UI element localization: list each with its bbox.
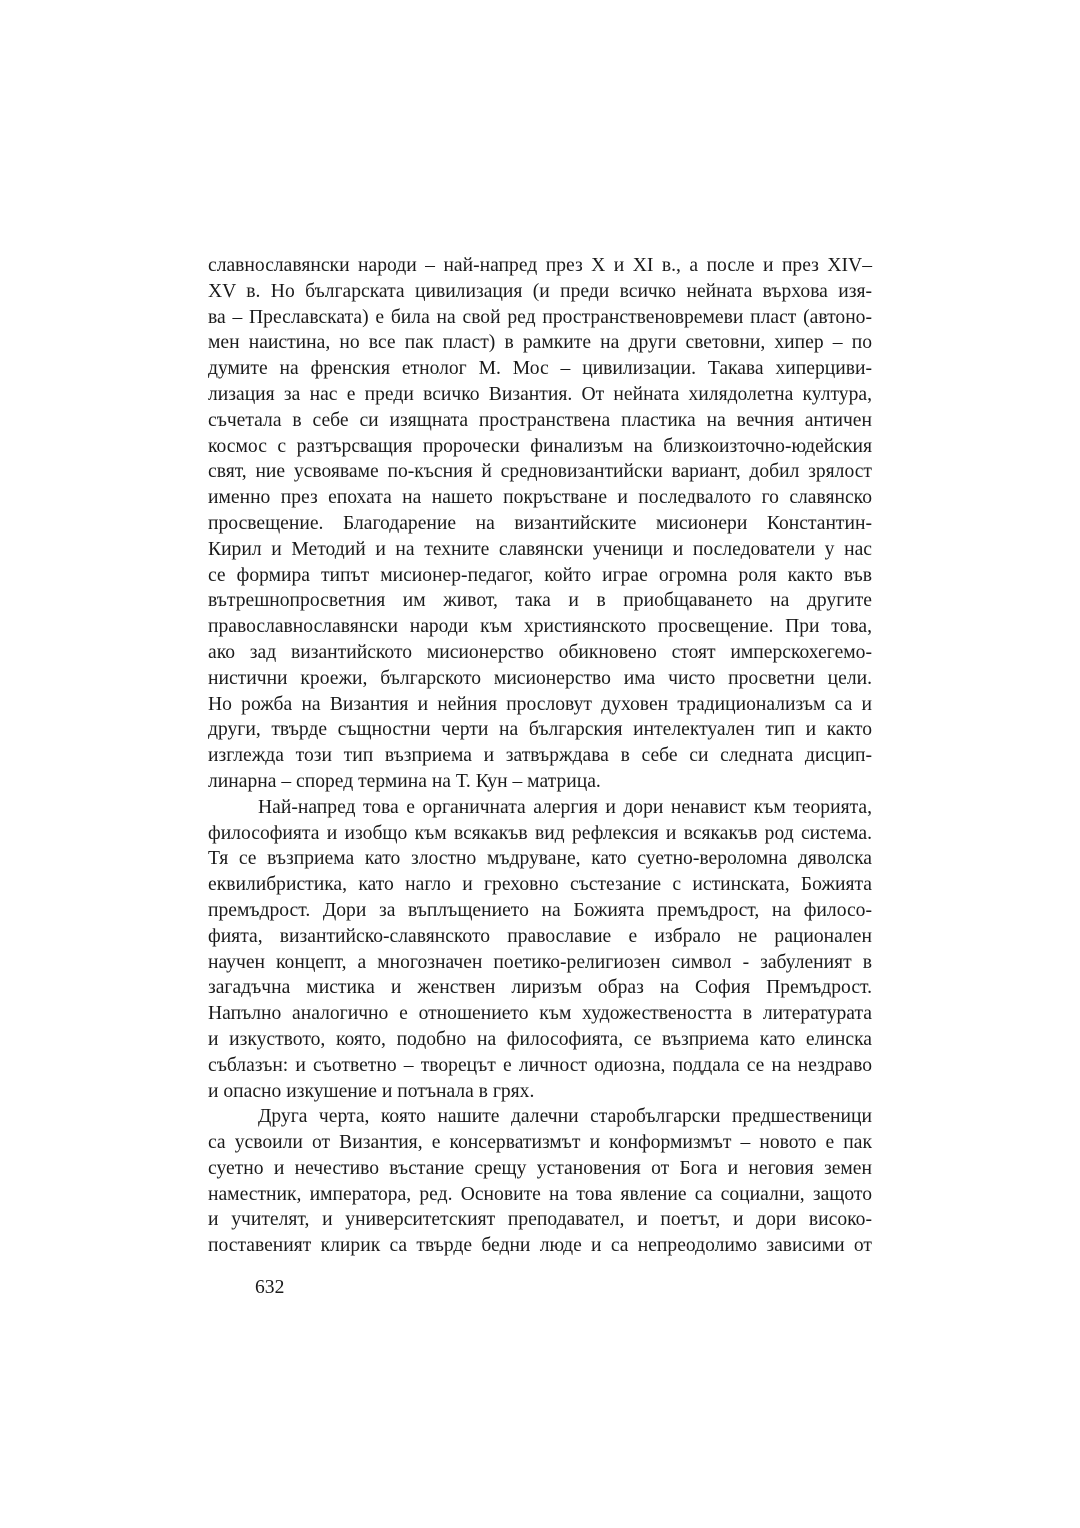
text-line: именно през епохата на нашето покръстване и последвалото го славянско <box>208 487 872 509</box>
paragraph <box>208 795 872 1105</box>
text-line: Тя се възприема като злостно мъдруване, като суетно-вероломна дяволска <box>208 848 872 870</box>
text-line: съблазън: и съответно – творецът е личност одиозна, поддала се на нездраво <box>208 1054 872 1076</box>
text-line: и опасно изкушение и потънала в грях. <box>208 1080 535 1102</box>
text-line: славнославянски народи – най-напред през X и XI в., а после и през XIV– <box>208 255 872 276</box>
text-line: и учителят, и университетският преподавател, и поетът, и дори високо- <box>208 1209 872 1231</box>
text-line: Но рожба на Византия и нейния прословут духовен традиционализъм са и <box>208 693 872 715</box>
text-line: суетно и нечестиво въстание срещу установения от Бога и неговия земен <box>208 1157 872 1179</box>
text-line: и изкуството, която, подобно на философията, се възприема като елинска <box>208 1028 872 1050</box>
paragraph <box>208 253 872 795</box>
text-line: православнославянски народи към християнското просвещение. При това, <box>208 616 872 638</box>
text-line: просвещение. Благодарение на византийските мисионери Константин- <box>208 512 872 534</box>
text-line: поставеният клирик са твърде бедни люде и са непреодолимо зависими от <box>208 1235 872 1257</box>
text-line: загадъчна мистика и женствен лиризъм образ на София Премъдрост. <box>208 977 872 999</box>
text-line: съчетала в себе си изящната пространствена пластика на вечния античен <box>208 409 872 431</box>
text-line: Напълно аналогично е отношението към художествеността в литературата <box>208 1003 872 1025</box>
text-line: Друга черта, която нашите далечни старобългарски предшественици <box>258 1106 872 1128</box>
text-line: ва – Преславската) е била на свой ред пространственовремеви пласт (автоно- <box>208 306 872 328</box>
text-line: вътрешнопросветния им живот, така и в приобщаването на другите <box>208 590 872 612</box>
text-line: други, твърде същностни черти на българския интелектуален тип и както <box>208 719 872 741</box>
text-line: ако зад византийското мисионерство обикновено стоят имперскохегемо- <box>208 641 872 663</box>
page-body <box>208 253 872 1259</box>
text-line: мен наистина, но все пак пласт) в рамките на други световни, хипер – по <box>208 332 872 354</box>
text-line: свят, ние усвояваме по-късния й средновизантийски вариант, добил зрялост <box>208 461 872 483</box>
text-line: нистични кроежи, българското мисионерство има чисто просветни цели. <box>208 667 872 689</box>
paragraph <box>208 1104 872 1259</box>
text-line: изглежда този тип възприема и затвърждава в себе си следната дисцип- <box>208 745 872 767</box>
text-line: премъдрост. Дори за въплъщението на Божията премъдрост, на филосо- <box>208 899 872 921</box>
text-line: XV в. Но българската цивилизация (и преди всичко нейната върхова изя- <box>208 280 872 302</box>
text-line: се формира типът мисионер-педагог, който играе огромна роля както във <box>208 564 872 586</box>
text-line: Кирил и Методий и на техните славянски ученици и последователи у нас <box>208 538 872 560</box>
text-line: философията и изобщо към всякакъв вид рефлексия и всякакъв род система. <box>208 822 872 844</box>
text-line: Най-напред това е органичната алергия и дори ненавист към теорията, <box>258 796 872 818</box>
text-line: фията, византийско-славянското православие е избрало не рационален <box>208 925 872 947</box>
text-line: са усвоили от Византия, е консерватизмът и конформизмът – новото е пак <box>208 1132 872 1154</box>
text-line: наместник, императора, ред. Основите на това явление са социални, защото <box>208 1183 872 1205</box>
text-line: линарна – според термина на Т. Кун – матрица. <box>208 770 601 792</box>
text-line: еквилибристика, като нагло и греховно състезание с истинската, Божията <box>208 874 872 896</box>
text-line: космос с разтърсващия пророчески финализъм на близкоизточно-юдейския <box>208 435 872 457</box>
text-line: думите на френския етнолог М. Мос – цивилизации. Такава хиперциви- <box>208 358 872 380</box>
text-line: лизация за нас е преди всичко Византия. От нейната хилядолетна култура, <box>208 383 872 405</box>
page-number: 632 <box>255 1277 285 1298</box>
text-line: научен концепт, а многозначен поетико-религиозен символ - забуленият в <box>208 951 872 973</box>
